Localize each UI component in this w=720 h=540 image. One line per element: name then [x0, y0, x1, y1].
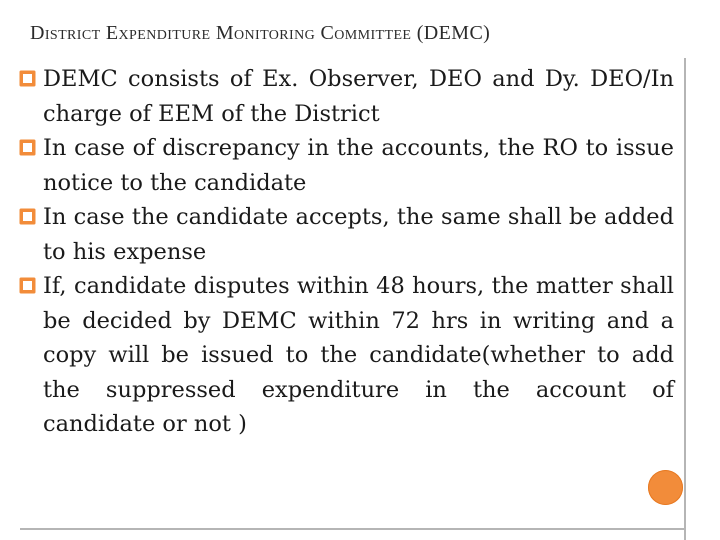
- bullet-item: [16, 269, 674, 442]
- orange-square-checkbox-icon: [19, 277, 36, 294]
- orange-square-checkbox-icon: [19, 208, 36, 225]
- slide-title: District Expenditure Monitoring Committee (DEMC): [30, 22, 491, 44]
- bullet-list: [16, 62, 674, 442]
- orange-square-checkbox-icon: [19, 139, 36, 156]
- bullet-text: In case the candidate accepts, the same shall be added to his expense: [43, 204, 674, 265]
- orange-circle-decoration: [648, 470, 683, 505]
- vertical-divider: [684, 58, 686, 540]
- horizontal-divider: [20, 528, 684, 530]
- bullet-text: In case of discrepancy in the accounts, the RO to issue notice to the candidate: [43, 135, 674, 196]
- bullet-text: If, candidate disputes within 48 hours, the matter shall be decided by DEMC within 72 hrs in writing and a copy will be issued to the candidate(whether to add the suppressed expenditure in the account of candidate or not ): [43, 273, 674, 437]
- orange-square-checkbox-icon: [19, 70, 36, 87]
- bullet-item: [16, 131, 674, 200]
- bullet-text: DEMC consists of Ex. Observer, DEO and Dy. DEO/In charge of EEM of the District: [43, 66, 674, 127]
- bullet-item: [16, 200, 674, 269]
- bullet-item: [16, 62, 674, 131]
